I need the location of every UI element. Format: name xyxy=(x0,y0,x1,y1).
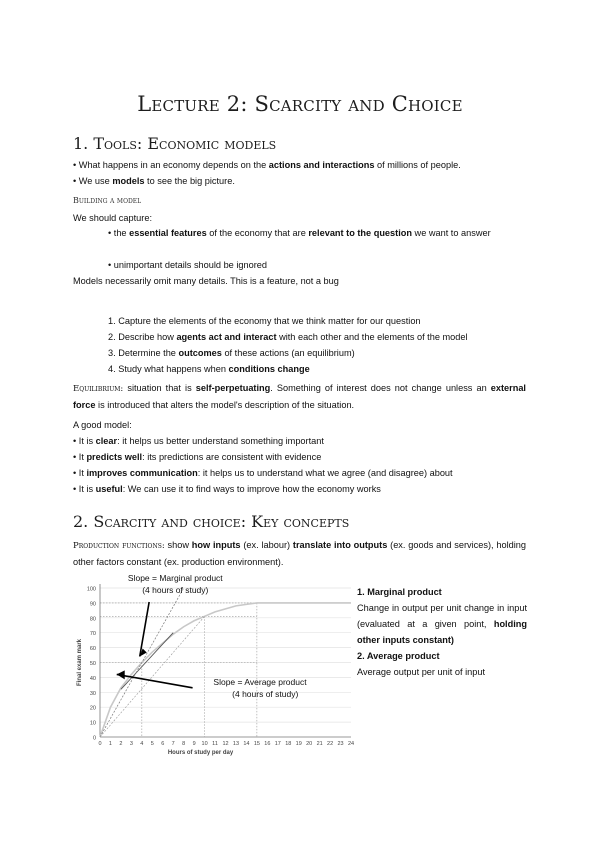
chart-grid xyxy=(100,588,351,737)
x-tick-label: 23 xyxy=(337,741,344,747)
marginal-annotation-line1: Slope = Marginal product xyxy=(127,573,223,583)
production-functions-definition: Production functions: show how inputs (ex. labour) translate into outputs (ex. goods and services), holding other factors constant (ex. production environment). xyxy=(73,540,527,567)
x-tick-label: 11 xyxy=(212,741,218,747)
x-tick-label: 22 xyxy=(327,741,334,747)
x-tick-label: 4 xyxy=(140,741,144,747)
marginal-product-bold: holding other inputs constant) xyxy=(357,619,527,645)
x-axis-label: Hours of study per day xyxy=(167,750,234,756)
x-tick-label: 24 xyxy=(347,741,355,747)
production-function-chart xyxy=(73,572,353,760)
good-model-useful: • It is useful: We can use it to find ways to improve how the economy works xyxy=(73,484,381,494)
y-tick-label: 90 xyxy=(89,601,96,608)
capture-item-unimportant: • unimportant details should be ignored xyxy=(108,260,267,270)
x-tick-label: 6 xyxy=(161,741,165,747)
bullet-models: • We use models to see the big picture. xyxy=(73,176,235,186)
equilibrium-definition: Equilibrium: situation that is self-perpetuating. Something of interest does not change unless an external force is introduced that alters the model's description of the situation. xyxy=(73,383,526,410)
x-tick-label: 15 xyxy=(253,741,260,747)
x-tick-label: 18 xyxy=(285,741,292,747)
section1-heading: 1. Tools: Economic models xyxy=(73,134,277,153)
y-tick-label: 50 xyxy=(89,661,96,667)
y-tick-label: 40 xyxy=(89,675,96,682)
page-title: Lecture 2: Scarcity and Choice xyxy=(137,92,463,116)
x-tick-label: 13 xyxy=(232,741,240,747)
omit-note: Models necessarily omit many details. This is a feature, not a bug xyxy=(73,276,339,286)
step-2: 2. Describe how agents act and interact with each other and the elements of the model xyxy=(108,332,468,342)
average-product-ray-10 xyxy=(100,616,205,737)
average-annotation-line2: (4 hours of study) xyxy=(232,688,299,699)
good-model-intro: A good model: xyxy=(73,420,132,430)
x-tick-label: 12 xyxy=(222,741,229,747)
step-4: 4. Study what happens when conditions change xyxy=(108,364,310,374)
average-product-title: 2. Average product xyxy=(357,651,440,661)
x-tick-label: 0 xyxy=(98,741,102,747)
x-tick-label: 17 xyxy=(274,741,281,747)
good-model-predicts: • It predicts well: its predictions are consistent with evidence xyxy=(73,452,322,462)
marginal-product-text: Change in output per unit change in input (evaluated at a given point, xyxy=(357,603,527,629)
x-tick-label: 2 xyxy=(119,741,123,747)
y-tick-label: 100 xyxy=(86,586,96,593)
x-tick-label: 21 xyxy=(316,741,323,747)
step-3: 3. Determine the outcomes of these actions (an equilibrium) xyxy=(108,348,355,358)
x-tick-label: 3 xyxy=(129,741,133,747)
x-tick-label: 1 xyxy=(108,741,112,747)
y-tick-label: 10 xyxy=(89,720,96,727)
average-product-text: Average output per unit of input xyxy=(357,667,486,677)
x-tick-label: 19 xyxy=(295,741,302,747)
x-tick-label: 9 xyxy=(192,741,196,747)
marginal-annotation-arrow xyxy=(140,602,149,657)
y-tick-label: 0 xyxy=(92,735,96,742)
chart-labels xyxy=(77,573,307,756)
x-tick-label: 16 xyxy=(264,741,271,747)
marginal-product-note xyxy=(357,584,527,680)
average-annotation-line1: Slope = Average product xyxy=(213,676,307,687)
marginal-product-tangent xyxy=(121,633,173,690)
building-model-subheading: Building a model xyxy=(73,196,142,205)
y-tick-label: 70 xyxy=(89,631,96,638)
average-arrowhead xyxy=(117,670,125,679)
production-curve xyxy=(100,603,351,737)
step-1: 1. Capture the elements of the economy that we think matter for our question xyxy=(108,316,421,326)
x-tick-label: 14 xyxy=(243,741,250,747)
chart-svg xyxy=(73,572,353,760)
chart-axes xyxy=(100,584,351,737)
capture-item-essential: • the essential features of the economy that are relevant to the question we want to answer xyxy=(108,228,491,238)
good-model-communication: • It improves communication: it helps us to understand what we agree (and disagree) about xyxy=(73,468,453,478)
good-model-clear: • It is clear: it helps us better understand something important xyxy=(73,436,324,446)
y-tick-label: 60 xyxy=(89,646,96,653)
x-tick-label: 7 xyxy=(171,741,175,747)
section2-heading: 2. Scarcity and choice: Key concepts xyxy=(73,512,350,531)
x-tick-label: 5 xyxy=(150,741,154,747)
bullet-actions: • What happens in an economy depends on the actions and interactions of millions of people. xyxy=(73,160,461,170)
y-tick-label: 20 xyxy=(89,705,96,712)
x-tick-label: 20 xyxy=(306,741,313,747)
y-axis-label: Final exam mark xyxy=(77,638,83,687)
marginal-annotation-line2: (4 hours of study) xyxy=(142,585,209,595)
y-tick-label: 80 xyxy=(89,616,96,623)
capture-intro: We should capture: xyxy=(73,213,152,223)
x-tick-label: 10 xyxy=(201,741,208,747)
y-tick-label: 30 xyxy=(89,690,96,697)
marginal-product-title: 1. Marginal product xyxy=(357,587,442,597)
x-tick-label: 8 xyxy=(182,741,186,747)
